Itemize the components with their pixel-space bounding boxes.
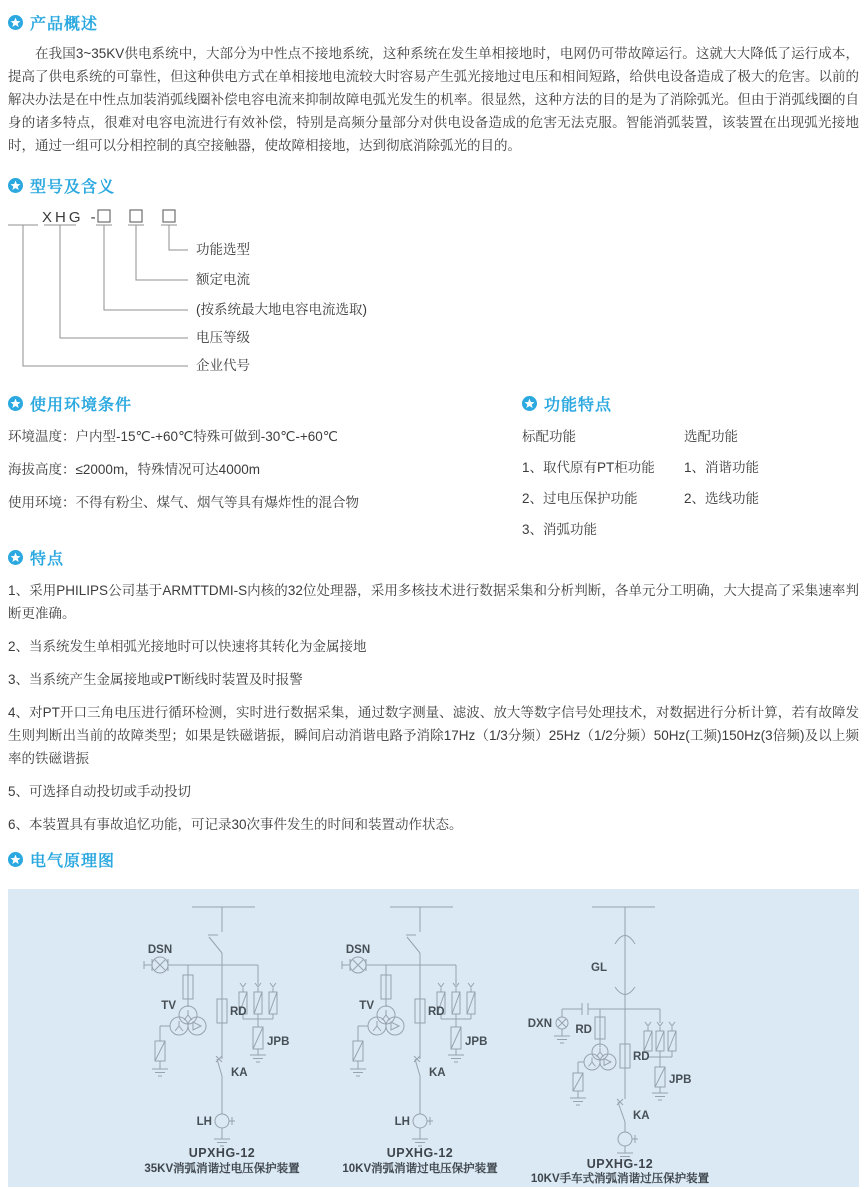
dxn-label: DXN bbox=[527, 1018, 552, 1030]
jpb-label: JPB bbox=[669, 1074, 692, 1086]
lh-label: LH bbox=[196, 1116, 212, 1128]
standard-function-item: 3、消弧功能 bbox=[522, 522, 598, 537]
model-label: 企业代号 bbox=[196, 358, 250, 373]
feature-item: 3、当系统产生金属接地或PT断线时装置及时报警 bbox=[8, 672, 303, 687]
section-star-icon bbox=[8, 15, 23, 30]
section-schematic bbox=[8, 836, 859, 1187]
optional-functions-header: 选配功能 bbox=[684, 429, 738, 444]
diagram-caption: 10KV手车式消弧消谐过压保护装置 bbox=[530, 1173, 710, 1185]
env-atmosphere-line: 使用环境：不得有粉尘、煤气、烟气等具有爆炸性的混合物 bbox=[8, 495, 359, 510]
optional-function-item: 1、消谐功能 bbox=[684, 460, 760, 475]
model-leader-lines bbox=[8, 225, 188, 366]
section-title: 产品概述 bbox=[30, 16, 99, 33]
ka-label: KA bbox=[633, 1110, 650, 1122]
model-digit-box bbox=[130, 210, 142, 222]
section-header bbox=[8, 0, 859, 34]
section-star-icon bbox=[8, 396, 23, 411]
section-title: 电气原理图 bbox=[30, 853, 116, 870]
rd-label: RD bbox=[633, 1051, 650, 1063]
model-label: 电压等级 bbox=[196, 330, 250, 345]
section-overview bbox=[8, 0, 859, 157]
standard-function-item: 1、取代原有PT柜功能 bbox=[522, 460, 655, 475]
diagram-model: UPXHG-12 bbox=[188, 1146, 256, 1160]
schematic-diagram-10kv-handcart bbox=[500, 899, 750, 1189]
lh-label: LH bbox=[394, 1116, 410, 1128]
jpb-label: JPB bbox=[465, 1036, 488, 1048]
diagram-caption: 10KV消弧消谐过电压保护装置 bbox=[342, 1163, 498, 1175]
section-header bbox=[522, 392, 859, 415]
model-digit-box bbox=[163, 210, 175, 222]
feature-item: 6、本装置具有事故追忆功能，可记录30次事件发生的时间和装置动作状态。 bbox=[8, 817, 463, 832]
section-star-icon bbox=[8, 852, 23, 867]
diagram-model: UPXHG-12 bbox=[586, 1157, 654, 1171]
model-code: XHG - bbox=[42, 209, 99, 226]
section-star-icon bbox=[522, 396, 537, 411]
dsn-label: DSN bbox=[345, 944, 371, 956]
circuit-wires bbox=[342, 907, 475, 1146]
section-title: 使用环境条件 bbox=[30, 397, 133, 414]
model-designation-diagram bbox=[8, 205, 568, 380]
two-column-area bbox=[8, 392, 859, 538]
dsn-label: DSN bbox=[147, 944, 173, 956]
diagram-caption: 35KV消弧消谐过电压保护装置 bbox=[144, 1163, 300, 1175]
section-environment bbox=[8, 392, 522, 514]
section-title: 功能特点 bbox=[544, 397, 613, 414]
section-header bbox=[8, 392, 522, 415]
tv-label: TV bbox=[359, 1000, 374, 1012]
feature-item: 4、对PT开口三角电压进行循环检测，实时进行数据采集，通过数字测量、滤波、放大等数字信号处理技术，对数据进行分析计算，若有故障发生则判断出当前的故障类型；如果是铁磁谐振，瞬间启动消谐电路予消除17Hz（1/3分频）25Hz（1/2分频）50Hz(工频)150Hz(3倍频)及以上频率的铁磁谐振 bbox=[8, 705, 859, 766]
section-title: 型号及含义 bbox=[30, 179, 116, 196]
section-header bbox=[8, 836, 859, 871]
standard-function-item: 2、过电压保护功能 bbox=[522, 491, 638, 506]
function-columns bbox=[522, 425, 859, 538]
ka-label: KA bbox=[231, 1067, 248, 1079]
diagram-model: UPXHG-12 bbox=[386, 1146, 454, 1160]
rd-label: RD bbox=[575, 1024, 592, 1036]
optional-functions-column bbox=[684, 425, 859, 538]
model-label: (按系统最大地电容电流选取) bbox=[196, 302, 367, 317]
section-star-icon bbox=[8, 550, 23, 565]
env-altitude-line: 海拔高度：≤2000m，特殊情况可达4000m bbox=[8, 462, 260, 477]
section-features bbox=[8, 538, 859, 836]
ka-label: KA bbox=[429, 1067, 446, 1079]
model-label: 功能选型 bbox=[196, 242, 250, 257]
schematic-panel bbox=[8, 889, 859, 1187]
gl-label: GL bbox=[591, 962, 607, 974]
feature-item: 1、采用PHILIPS公司基于ARMTTDMI-S内核的32位处理器，采用多核技术进行数据采集和分析判断，各单元分工明确，大大提高了采集速率判断更准确。 bbox=[8, 583, 859, 621]
tv-label: TV bbox=[161, 1000, 176, 1012]
section-header bbox=[8, 157, 859, 197]
circuit-wires bbox=[554, 907, 676, 1160]
section-title: 特点 bbox=[30, 551, 65, 568]
optional-function-item: 2、选线功能 bbox=[684, 491, 760, 506]
rd-label: RD bbox=[428, 1006, 445, 1018]
jpb-label: JPB bbox=[267, 1036, 290, 1048]
model-digit-box bbox=[98, 210, 110, 222]
env-temperature-line: 环境温度：户内型-15℃-+60℃特殊可做到-30℃-+60℃ bbox=[8, 429, 338, 444]
feature-item: 2、当系统发生单相弧光接地时可以快速将其转化为金属接地 bbox=[8, 639, 367, 654]
feature-item: 5、可选择自动投切或手动投切 bbox=[8, 784, 192, 799]
overview-paragraph: 在我国3~35KV供电系统中，大部分为中性点不接地系统，这种系统在发生单相接地时，电网仍可带故障运行。这就大大降低了运行成本，提高了供电系统的可靠性，但这种供电方式在单相接地电流较大时容易产生弧光接地过电压和相间短路，给供电设备造成了极大的危害。以前的解决办法是在中性点加装消弧线圈补偿电容电流来抑制故障电弧光发生的机率。很显然，这种方法的目的是为了消除弧光。但由于消弧线圈的自身的诸多特点，很难对电容电流进行有效补偿，特别是高频分量部分对供电设备造成的危害无法克服。智能消弧装置，该装置在出现弧光接地时，通过一组可以分相控制的真空接触器，使故障相接地，达到彻底消除弧光的目的。 bbox=[8, 46, 859, 153]
circuit-wires bbox=[144, 907, 277, 1146]
standard-functions-header: 标配功能 bbox=[522, 429, 576, 444]
section-model bbox=[8, 157, 859, 380]
model-label: 额定电流 bbox=[196, 272, 250, 287]
section-star-icon bbox=[8, 178, 23, 193]
section-header bbox=[8, 538, 859, 569]
rd-label: RD bbox=[230, 1006, 247, 1018]
standard-functions-column bbox=[522, 425, 684, 538]
section-functions bbox=[522, 392, 859, 538]
